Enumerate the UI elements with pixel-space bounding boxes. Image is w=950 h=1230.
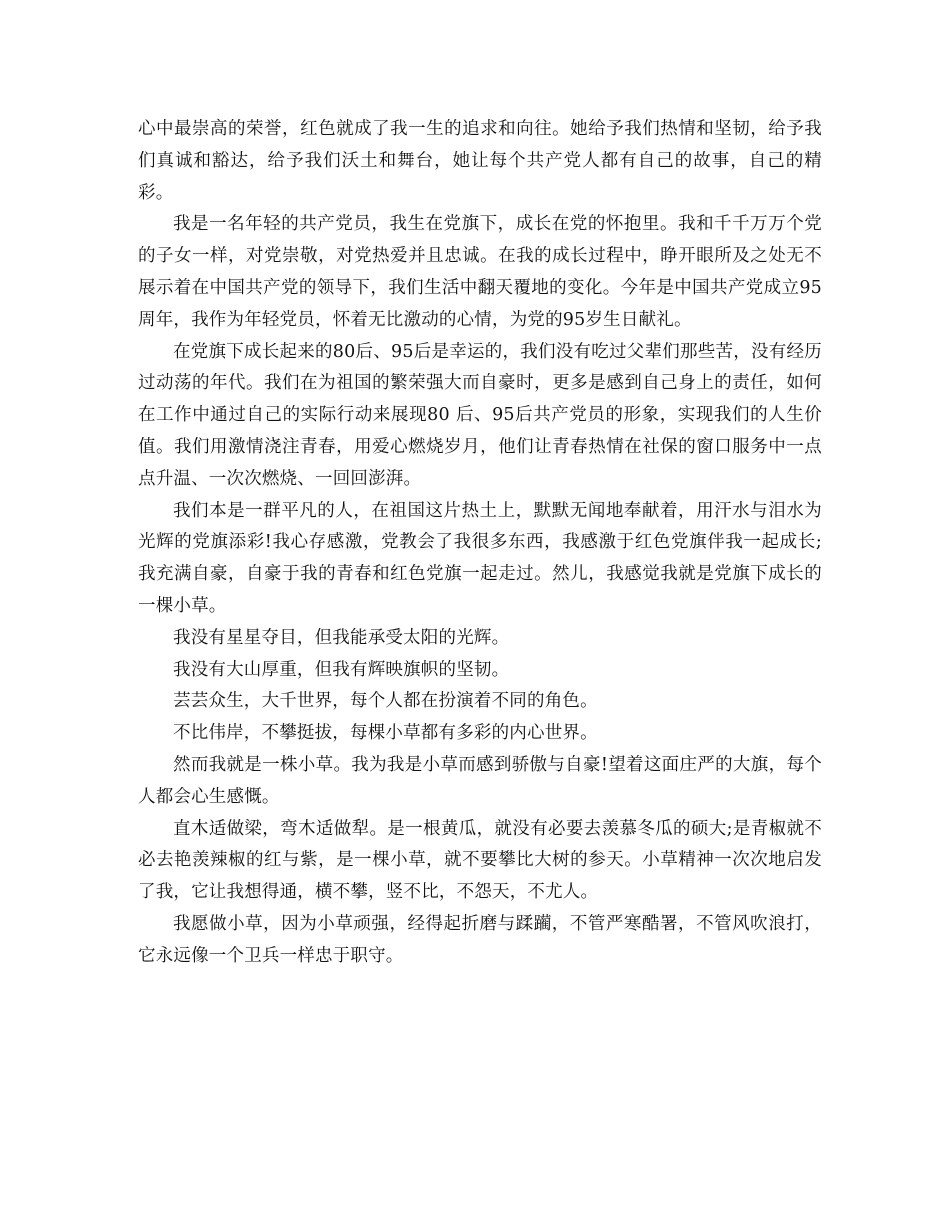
- paragraph-5: 我没有星星夺目，但我能承受太阳的光辉。: [173, 627, 510, 648]
- paragraph-7: 芸芸众生，大千世界，每个人都在扮演着不同的角色。: [173, 691, 598, 712]
- paragraph-6: 我没有大山厚重，但我有辉映旗帜的坚韧。: [173, 659, 510, 680]
- paragraph-3: 在党旗下成长起来的80后、95后是幸运的，我们没有吃过父辈们那些苦，没有经历过动荡的年代。我们在为祖国的繁荣强大而自豪时，更多是感到自己身上的责任，如何在工作中通过自己的实际行动来展现80 后、95后共产党员的形象，实现我们的人生价值。我们用激情浇注青春，用爱心燃烧岁月，他们让青春热情在社保的窗口服务中一点点升温、一次次燃烧、一回回澎湃。: [138, 341, 822, 489]
- paragraph-11: 我愿做小草，因为小草顽强，经得起折磨与蹂躏，不管严寒酷署，不管风吹浪打，它永远像一个卫兵一样忠于职守。: [138, 913, 822, 966]
- document-body: [138, 114, 822, 973]
- paragraph-2: 我是一名年轻的共产党员，我生在党旗下，成长在党的怀抱里。我和千千万万个党的子女一样，对党崇敬，对党热爱并且忠诚。在我的成长过程中，睁开眼所及之处无不展示着在中国共产党的领导下，我们生活中翻天覆地的变化。今年是中国共产党成立95周年，我作为年轻党员，怀着无比激动的心情，为党的95岁生日献礼。: [138, 214, 822, 330]
- paragraph-10: 直木适做梁，弯木适做犁。是一根黄瓜，就没有必要去羡慕冬瓜的硕大;是青椒就不必去艳羡辣椒的红与紫，是一棵小草，就不要攀比大树的参天。小草精神一次次地启发了我，它让我想得通，横不攀，竖不比，不怨天，不尤人。: [138, 818, 822, 903]
- paragraph-4: 我们本是一群平凡的人，在祖国这片热土上，默默无闻地奉献着，用汗水与泪水为光辉的党旗添彩!我心存感激，党教会了我很多东西，我感激于红色党旗伴我一起成长;我充满自豪，自豪于我的青春和红色党旗一起走过。然儿，我感觉我就是党旗下成长的一棵小草。: [138, 500, 822, 616]
- paragraph-1: 心中最崇高的荣誉，红色就成了我一生的追求和向往。她给予我们热情和坚韧，给予我们真诚和豁达，给予我们沃土和舞台，她让每个共产党人都有自己的故事，自己的精彩。: [138, 119, 822, 203]
- paragraph-9: 然而我就是一株小草。我为我是小草而感到骄傲与自豪!望着这面庄严的大旗，每个人都会心生感慨。: [138, 754, 822, 807]
- paragraph-8: 不比伟岸，不攀挺拔，每棵小草都有多彩的内心世界。: [173, 723, 598, 744]
